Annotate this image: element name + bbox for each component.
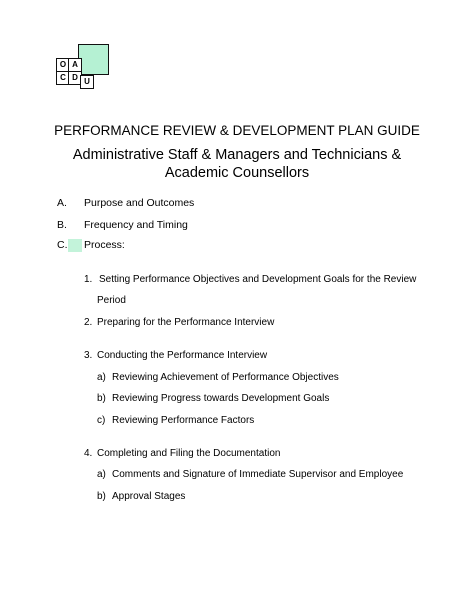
process-item-3: Conducting the Performance Interview (97, 350, 268, 361)
subitem-letter: b) (97, 491, 106, 502)
logo-letter-a: A (68, 58, 82, 72)
process-num: 4. (84, 448, 93, 459)
subitem-4a: Comments and Signature of Immediate Supervisor and Employee (112, 469, 404, 480)
subitem-3b: Reviewing Progress towards Development Goals (112, 393, 330, 404)
process-highlight (68, 239, 82, 252)
section-label: Purpose and Outcomes (84, 197, 195, 209)
subitem-letter: a) (97, 469, 106, 480)
subitem-3c: Reviewing Performance Factors (112, 415, 255, 426)
ocadu-logo (56, 44, 110, 90)
logo-letter-d: D (68, 71, 82, 85)
process-num: 2. (84, 317, 93, 328)
document-title: PERFORMANCE REVIEW & DEVELOPMENT PLAN GUIDE (54, 123, 420, 138)
process-item-1-line1: Setting Performance Objectives and Development Goals for the Review (99, 274, 417, 285)
subitem-4b: Approval Stages (112, 491, 186, 502)
logo-letter-c: C (56, 71, 70, 85)
process-item-4: Completing and Filing the Documentation (97, 448, 281, 459)
logo-mint-square (78, 44, 109, 75)
subitem-letter: a) (97, 372, 106, 383)
logo-letter-o: O (56, 58, 70, 72)
process-item-2: Preparing for the Performance Interview (97, 317, 275, 328)
section-letter: A. (57, 197, 67, 209)
document-subtitle: Administrative Staff & Managers and Technicians & Academic Counsellors (72, 147, 402, 181)
section-label: Frequency and Timing (84, 219, 188, 231)
section-letter: C. (57, 239, 68, 251)
process-num: 3. (84, 350, 93, 361)
section-letter: B. (57, 219, 67, 231)
process-num: 1. (84, 274, 93, 285)
subitem-letter: b) (97, 393, 106, 404)
subitem-3a: Reviewing Achievement of Performance Objectives (112, 372, 339, 383)
process-item-1-line2: Period (97, 295, 126, 306)
subitem-letter: c) (97, 415, 106, 426)
section-label: Process: (84, 239, 125, 251)
logo-letter-u: U (80, 75, 94, 89)
